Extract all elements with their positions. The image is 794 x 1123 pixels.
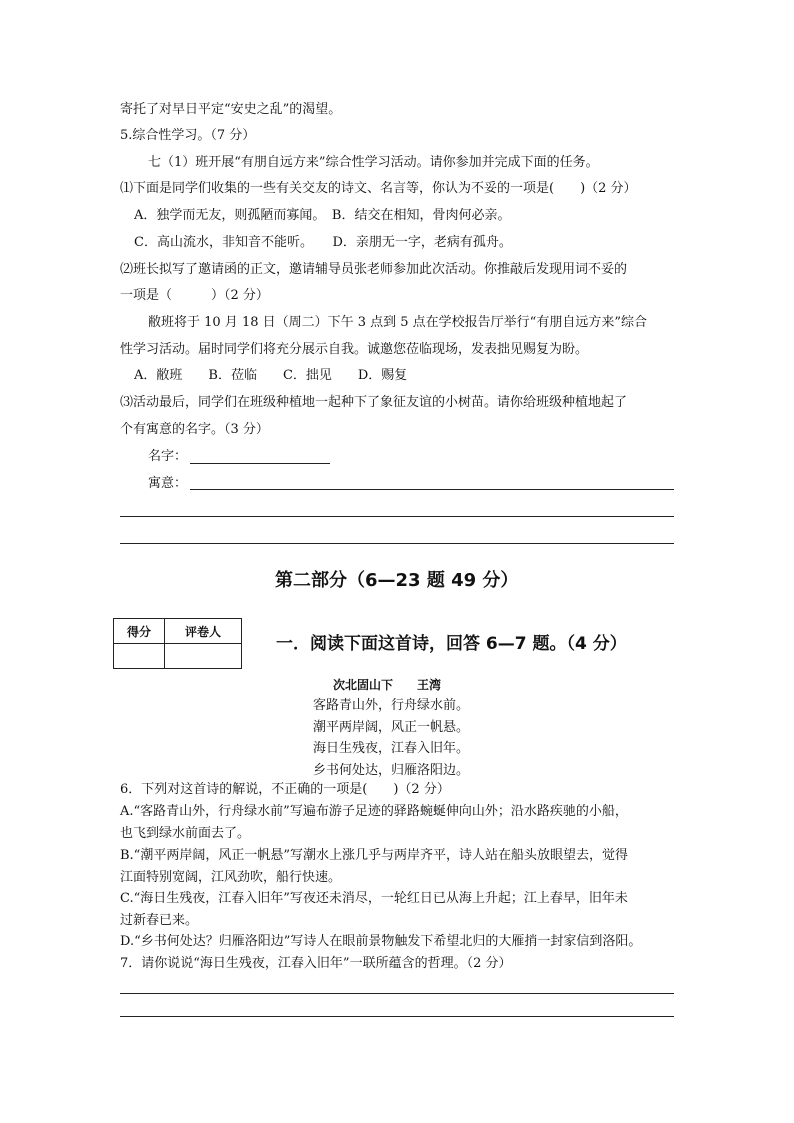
poem-line: 潮平两岸阔，风正一帆悬。 bbox=[313, 720, 470, 735]
meaning-answer-line[interactable] bbox=[190, 489, 674, 490]
option-line: A．敝班 B．莅临 C．拙见 D．赐复 bbox=[134, 368, 408, 383]
q6-option: 也飞到绿水前面去了。 bbox=[120, 826, 251, 841]
q6-option: 江面特别宽阔，江风劲吹，船行快速。 bbox=[120, 870, 342, 885]
subquestion-1: ⑴下面是同学们收集的一些有关交友的诗文、名言等，你认为不妥的一项是( )（2 分） bbox=[120, 181, 637, 196]
poem-title: 次北固山下 王湾 bbox=[333, 678, 442, 692]
q6-option: C.“海日生残夜，江春入旧年”写夜还未消尽，一轮红日已从海上升起；江上春早，旧年未 bbox=[120, 891, 628, 906]
name-label: 名字： bbox=[148, 449, 188, 464]
answer-line[interactable] bbox=[120, 543, 674, 544]
score-header: 得分 bbox=[114, 619, 165, 644]
subquestion-2: ⑵班长拟写了邀请函的正文，邀请辅导员张老师参加此次活动。你推敲后发现用词不妥的 bbox=[120, 262, 628, 277]
section1-title: 一．阅读下面这首诗，回答 6—7 题。（4 分） bbox=[276, 634, 627, 654]
score-table bbox=[113, 618, 242, 669]
text-line: 个有寓意的名字。（3 分） bbox=[120, 422, 269, 437]
meaning-label: 寓意： bbox=[148, 476, 188, 491]
invitation-text: 敝班将于 10 月 18 日（周二）下午 3 点到 5 点在学校报告厅举行“有朋自远方来”综合 bbox=[148, 315, 647, 330]
grader-header: 评卷人 bbox=[165, 619, 242, 644]
answer-line[interactable] bbox=[120, 1016, 674, 1017]
text-line: 寄托了对早日平定“安史之乱”的渴望。 bbox=[120, 102, 342, 117]
q6-option: B.“潮平两岸阔，风正一帆悬”写潮水上涨几乎与两岸齐平，诗人站在船头放眼望去，觉得 bbox=[120, 848, 628, 863]
answer-line[interactable] bbox=[120, 516, 674, 517]
option-line: A．独学而无友，则孤陋而寡闻。 B．结交在相知，骨肉何必亲。 bbox=[134, 208, 511, 223]
question-5-heading: 5.综合性学习。（7 分） bbox=[120, 128, 256, 143]
poem-line: 客路青山外，行舟绿水前。 bbox=[313, 698, 470, 713]
subquestion-3: ⑶活动最后，同学们在班级种植地一起种下了象征友谊的小树苗。请你给班级种植地起了 bbox=[120, 395, 628, 410]
text-line: 七（1）班开展“有朋自远方来”综合性学习活动。请你参加并完成下面的任务。 bbox=[148, 155, 599, 170]
poem-line: 海日生残夜，江春入旧年。 bbox=[313, 741, 470, 756]
question-6-stem: 6．下列对这首诗的解说，不正确的一项是( )（2 分） bbox=[120, 782, 450, 797]
answer-line[interactable] bbox=[120, 993, 674, 994]
option-line: C．高山流水，非知音不能听。 D．亲朋无一字，老病有孤舟。 bbox=[134, 235, 512, 250]
name-answer-line[interactable] bbox=[190, 463, 330, 464]
q6-option: 过新春已来。 bbox=[120, 913, 199, 928]
q6-option: A.“客路青山外，行舟绿水前”写遍布游子足迹的驿路蜿蜒伸向山外；沿水路疾驰的小船， bbox=[120, 804, 628, 819]
part2-title: 第二部分（6—23 题 49 分） bbox=[275, 570, 519, 591]
score-cell[interactable] bbox=[114, 644, 165, 669]
poem-line: 乡书何处达，归雁洛阳边。 bbox=[313, 763, 470, 778]
invitation-text: 性学习活动。届时同学们将充分展示自我。诚邀您莅临现场，发表拙见赐复为盼。 bbox=[120, 342, 589, 357]
text-line: 一项是（ ）（2 分） bbox=[120, 288, 269, 303]
grader-cell[interactable] bbox=[165, 644, 242, 669]
q6-option: D.“乡书何处达？归雁洛阳边”写诗人在眼前景物触发下希望北归的大雁捎一封家信到洛阳。 bbox=[120, 934, 642, 949]
question-7: 7．请你说说“海日生残夜，江春入旧年”一联所蕴含的哲理。（2 分） bbox=[120, 956, 512, 971]
